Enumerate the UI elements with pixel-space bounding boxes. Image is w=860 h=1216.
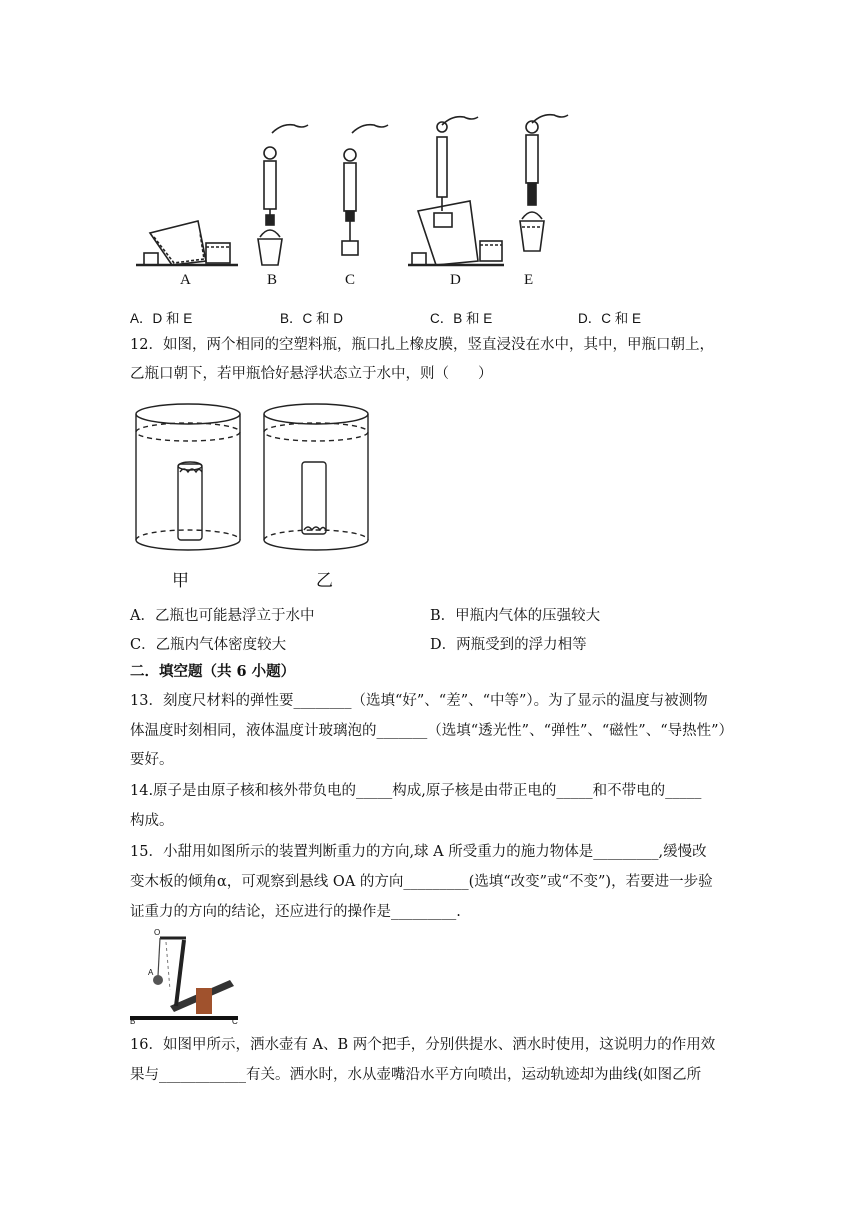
figure-label-b: B [130,1017,136,1026]
figure-label-e: E [524,272,534,288]
figure-label-o: O [154,928,161,937]
q14-line-2: 构成。 [130,813,174,829]
q15-line-2: 变木板的倾角α，可观察到悬线 OA 的方向_________(选填“改变”或“不变”)，若要进一步验 [130,874,713,890]
q12-option-a: A．乙瓶也可能悬浮立于水中 [130,608,315,624]
figure-label-c: C [345,272,356,288]
apparatus-c [342,125,388,255]
figure-15 [130,928,240,1026]
q11-option-c: C．B 和 E [430,311,493,326]
q13-line-2: 体温度时刻相同，液体温度计玻璃泡的_______（选填“透光性”、“弹性”、“磁性”、“导热性”） [130,723,734,739]
q12-stem-line-2: 乙瓶口朝下，若甲瓶恰好悬浮状态立于水中，则（ ） [130,366,493,382]
figure-label-c: C [232,1017,238,1026]
cylinder-yi [264,404,368,550]
apparatus-d [408,117,504,265]
q13-line-1: 13．刻度尺材料的弹性要________（选填“好”、“差”、“中等”）。为了显示的温度与被测物 [130,693,708,709]
q12-option-d: D．两瓶受到的浮力相等 [430,637,587,653]
q11-option-a: A．D 和 E [130,311,193,326]
q11-option-b: B．C 和 D [280,311,344,326]
q15-line-3: 证重力的方向的结论，还应进行的操作是_________. [130,904,461,920]
q12-stem-line-1: 12．如图，两个相同的空塑料瓶，瓶口扎上橡皮膜，竖直浸没在水中，其中，甲瓶口朝上， [130,337,714,353]
apparatus-b [258,125,308,265]
q15-line-1: 15．小甜用如图所示的装置判断重力的方向,球 A 所受重力的施力物体是_________,缓慢改 [130,844,707,860]
figure-label-d: D [450,272,461,288]
q11-option-d: D．C 和 E [578,311,642,326]
section-title: 二．填空题（共 6 小题） [130,663,296,680]
apparatus-e [520,115,568,251]
q13-line-3: 要好。 [130,752,174,768]
figure-11 [130,115,610,300]
q16-line-1: 16．如图甲所示，洒水壶有 A、B 两个把手，分别供提水、洒水时使用，这说明力的作用效 [130,1037,716,1053]
figure-label-a: A [180,272,191,288]
q14-line-1: 14.原子是由原子核和核外带负电的_____构成,原子核是由带正电的_____和不带电的_____ [130,783,702,799]
figure-label-b: B [267,272,278,288]
cylinder-jia [136,404,240,550]
q16-line-2: 果与____________有关。洒水时，水从壶嘴沿水平方向喷出，运动轨迹却为曲线(如图乙所 [130,1067,702,1083]
figure-12 [130,400,380,590]
apparatus-a [136,221,238,265]
figure-label-yi: 乙 [316,571,333,591]
q12-option-b: B．甲瓶内气体的压强较大 [430,608,601,624]
figure-label-a: A [148,968,154,977]
q12-option-c: C．乙瓶内气体密度较大 [130,637,287,653]
figure-label-jia: 甲 [172,571,189,591]
